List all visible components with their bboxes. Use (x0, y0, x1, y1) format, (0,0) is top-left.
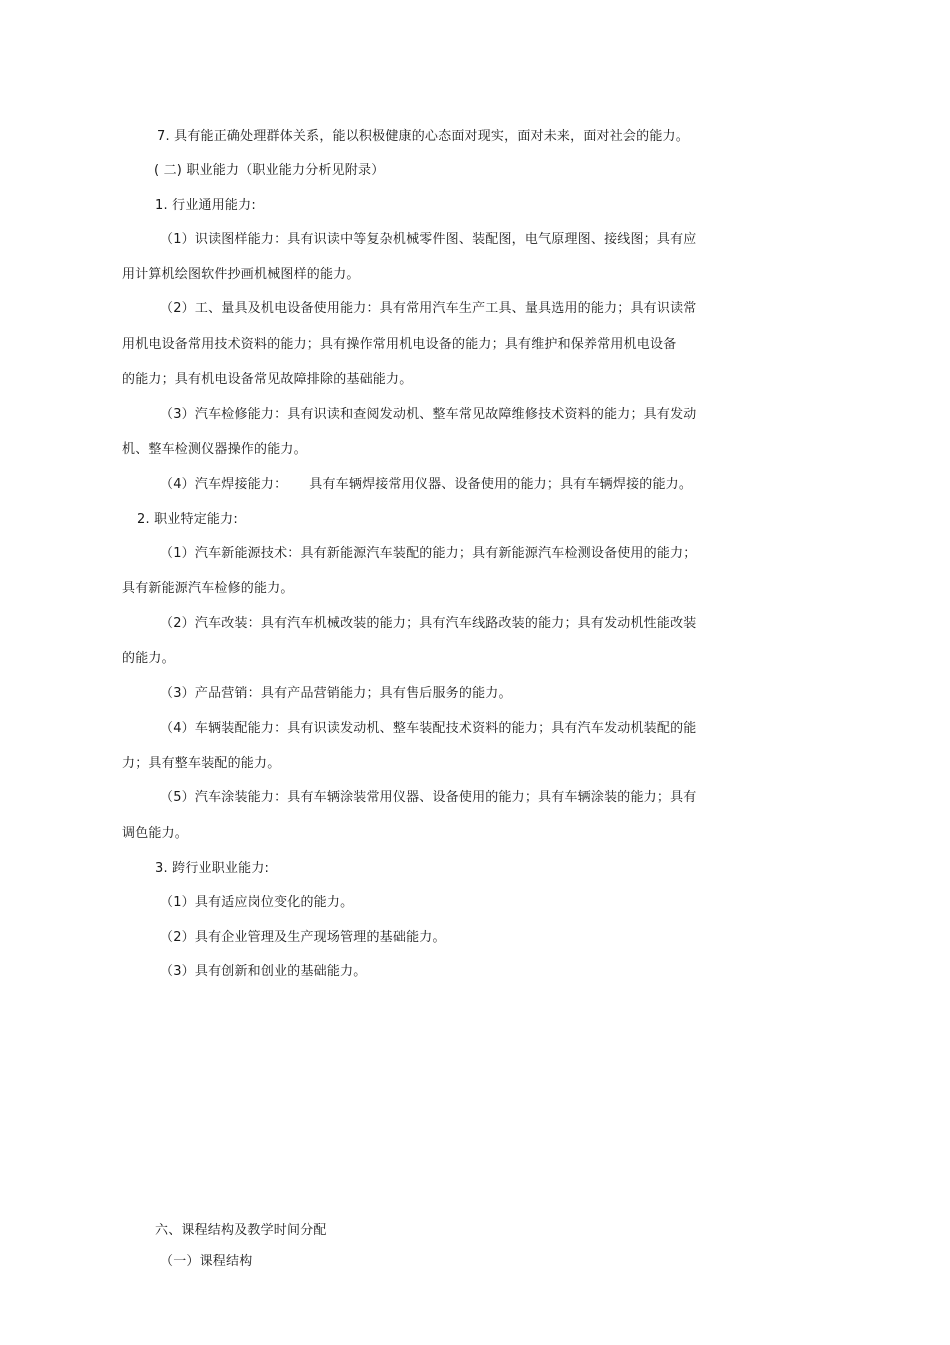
text-line: （1）具有适应岗位变化的能力。 (160, 895, 354, 910)
text-line: （2）汽车改装：具有汽车机械改装的能力；具有汽车线路改装的能力；具有发动机性能改装 (160, 616, 697, 631)
text-line: （2）具有企业管理及生产现场管理的基础能力。 (160, 930, 446, 945)
text-line: 用计算机绘图软件抄画机械图样的能力。 (122, 267, 360, 282)
text-line: 具有新能源汽车检修的能力。 (122, 581, 294, 596)
text-fragment: 具有车辆焊接常用仪器、设备使用的能力；具有车辆焊接的能力。 (309, 477, 693, 492)
subsection-heading: （一）课程结构 (160, 1254, 253, 1269)
text-fragment: （4）汽车焊接能力： (160, 477, 288, 492)
text-line: 的能力；具有机电设备常见故障排除的基础能力。 (122, 372, 413, 387)
text-line: （3）汽车检修能力：具有识读和查阅发动机、整车常见故障维修技术资料的能力；具有发动 (160, 407, 697, 422)
text-line: 力；具有整车装配的能力。 (122, 756, 281, 771)
text-line: （2）工、量具及机电设备使用能力：具有常用汽车生产工具、量具选用的能力；具有识读常 (160, 301, 697, 316)
text-line: （3）具有创新和创业的基础能力。 (160, 964, 367, 979)
subheading-vocational-ability: ( 二) 职业能力（职业能力分析见附录） (154, 163, 385, 178)
text-line: 机、整车检测仪器操作的能力。 (122, 442, 307, 457)
text-line: 用机电设备常用技术资料的能力；具有操作常用机电设备的能力；具有维护和保养常用机电设备 (122, 337, 677, 352)
heading-general-ability: 1. 行业通用能力: (155, 198, 256, 213)
text-line: 7. 具有能正确处理群体关系，能以积极健康的心态面对现实，面对未来，面对社会的能力。 (157, 129, 689, 144)
text-line: （1）识读图样能力：具有识读中等复杂机械零件图、装配图，电气原理图、接线图；具有应 (160, 232, 697, 247)
text-line: （3）产品营销：具有产品营销能力；具有售后服务的能力。 (160, 686, 512, 701)
text-line (160, 476, 692, 494)
text-line: （4）车辆装配能力：具有识读发动机、整车装配技术资料的能力；具有汽车发动机装配的能 (160, 721, 697, 736)
text-line: 调色能力。 (122, 826, 189, 841)
text-line: 的能力。 (122, 651, 175, 666)
text-line: （1）汽车新能源技术：具有新能源汽车装配的能力；具有新能源汽车检测设备使用的能力； (160, 546, 697, 561)
text-line: （5）汽车涂装能力：具有车辆涂装常用仪器、设备使用的能力；具有车辆涂装的能力；具有 (160, 790, 697, 805)
heading-specific-ability: 2. 职业特定能力: (137, 512, 238, 527)
section-heading: 六、课程结构及教学时间分配 (155, 1223, 327, 1238)
heading-cross-industry-ability: 3. 跨行业职业能力: (155, 861, 270, 876)
